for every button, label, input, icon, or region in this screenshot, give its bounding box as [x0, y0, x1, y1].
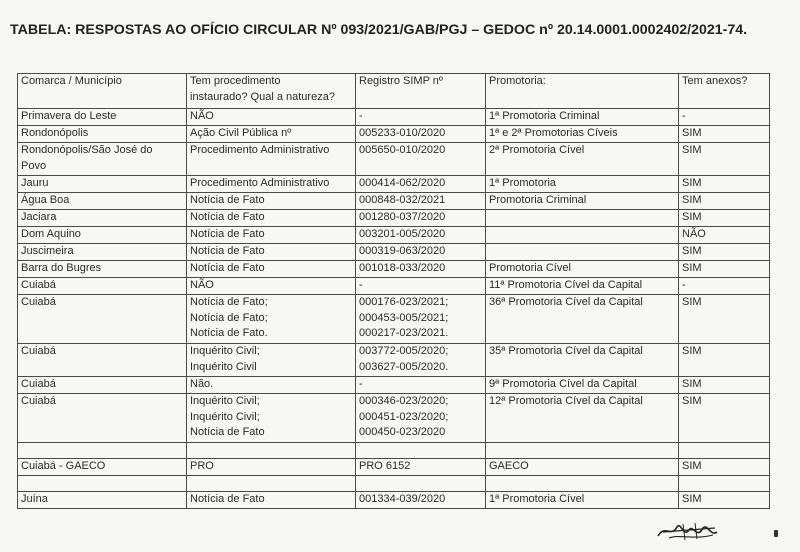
cell-registro-simp-line: 000451-023/2020;: [359, 410, 449, 423]
cell-procedimento-line: Notícia de Fato: [190, 211, 265, 223]
cell-promotoria-line: 12ª Promotoria Cível da Capital: [489, 395, 643, 407]
cell-comarca-line: Jauru: [21, 177, 49, 189]
cell-anexos: [679, 295, 770, 344]
cell-promotoria: [486, 476, 679, 492]
table-row: [18, 344, 770, 377]
cell-anexos-line: -: [682, 279, 686, 291]
cell-procedimento: [187, 126, 356, 143]
cell-procedimento-line: Notícia de Fato: [190, 194, 265, 206]
cell-comarca: [18, 394, 187, 443]
cell-procedimento: [187, 244, 356, 261]
cell-comarca: [18, 193, 187, 210]
table-row: [18, 261, 770, 278]
cell-registro-simp: [356, 295, 486, 344]
header-procedimento-line: Tem procedimento: [190, 75, 281, 87]
cell-procedimento-line: Inquérito Civil;: [190, 395, 260, 407]
cell-comarca: [18, 344, 187, 377]
cell-procedimento-line: Notícia de Fato;: [190, 296, 268, 308]
cell-anexos-line: SIM: [682, 460, 702, 472]
cell-procedimento: [187, 143, 356, 176]
cell-comarca: [18, 278, 187, 295]
table-row: [18, 278, 770, 295]
cell-registro-simp: [356, 261, 486, 278]
cell-anexos-line: SIM: [682, 296, 702, 308]
cell-promotoria-line: 1ª Promotoria: [489, 177, 557, 189]
cell-anexos: [679, 176, 770, 193]
cell-promotoria: [486, 459, 679, 476]
cell-comarca: [18, 227, 187, 244]
cell-registro-simp-line: 005233-010/2020: [359, 127, 446, 139]
cell-registro-simp: [356, 176, 486, 193]
cell-promotoria-line: 1ª Promotoria Criminal: [489, 110, 600, 122]
cell-anexos: [679, 492, 770, 509]
cell-registro-simp: [356, 394, 486, 443]
cell-comarca-line: Água Boa: [21, 194, 70, 206]
cell-comarca-line: Primavera do Leste: [21, 110, 117, 122]
cell-promotoria-line: Promotoria Cível: [489, 262, 571, 274]
cell-procedimento-line: NÃO: [190, 110, 214, 122]
cell-procedimento-line: NÃO: [190, 279, 214, 291]
cell-promotoria-line: 11ª Promotoria Cível da Capital: [489, 279, 643, 291]
cell-anexos-line: SIM: [682, 395, 702, 407]
cell-promotoria-line: 2ª Promotoria Cível: [489, 144, 585, 156]
cell-promotoria-line: 1ª Promotoria Cível: [489, 493, 585, 505]
cell-procedimento: [187, 476, 356, 492]
cell-comarca-line: Cuiabá: [21, 296, 56, 308]
cell-procedimento: [187, 443, 356, 459]
header-promotoria: [486, 74, 679, 109]
cell-registro-simp-line: 003627-005/2020.: [359, 360, 449, 373]
cell-registro-simp-line: -: [359, 378, 363, 390]
cell-promotoria: [486, 344, 679, 377]
cell-procedimento-line: Notícia de Fato.: [190, 327, 268, 339]
cell-comarca: [18, 109, 187, 126]
cell-comarca: [18, 210, 187, 227]
table-row: [18, 295, 770, 344]
cell-anexos-line: NÃO: [682, 228, 706, 240]
cell-comarca: [18, 261, 187, 278]
cell-anexos-line: SIM: [682, 262, 702, 274]
cell-anexos: [679, 443, 770, 459]
cell-promotoria-line: Promotoria Criminal: [489, 194, 587, 206]
cell-anexos-line: SIM: [682, 127, 702, 139]
table-row: [18, 193, 770, 210]
table-row: [18, 109, 770, 126]
table-row: [18, 394, 770, 443]
cell-registro-simp: [356, 227, 486, 244]
cell-promotoria-line: 1ª e 2ª Promotorias Cíveis: [489, 127, 618, 139]
cell-anexos-line: SIM: [682, 211, 702, 223]
table-row: [18, 443, 770, 459]
cell-registro-simp-line: 005650-010/2020: [359, 144, 446, 156]
table-header-row: [18, 74, 770, 109]
cell-comarca-line: Cuiabá: [21, 395, 56, 407]
cell-anexos: [679, 109, 770, 126]
cell-procedimento: [187, 227, 356, 244]
cell-anexos: [679, 377, 770, 394]
cell-comarca-line: Dom Aquino: [21, 228, 81, 240]
cell-procedimento-line: Procedimento Administrativo: [190, 144, 330, 156]
header-promotoria-line: Promotoria:: [489, 75, 546, 87]
cell-anexos: [679, 244, 770, 261]
cell-procedimento: [187, 459, 356, 476]
cell-promotoria-line: 9ª Promotoria Cível da Capital: [489, 378, 637, 390]
cell-comarca-line: Juscimeira: [21, 245, 74, 257]
margin-mark: [774, 530, 778, 537]
cell-procedimento-line: Inquérito Civil;: [190, 345, 260, 357]
cell-procedimento: [187, 261, 356, 278]
cell-registro-simp: [356, 278, 486, 295]
header-comarca: [18, 74, 187, 109]
table-row: [18, 492, 770, 509]
cell-anexos-line: -: [682, 110, 686, 122]
cell-procedimento: [187, 295, 356, 344]
header-procedimento-line: instaurado? Qual a natureza?: [190, 90, 335, 103]
cell-anexos-line: SIM: [682, 144, 702, 156]
cell-promotoria: [486, 492, 679, 509]
table-row: [18, 459, 770, 476]
header-anexos-line: Tem anexos?: [682, 75, 748, 87]
cell-procedimento-line: Notícia de Fato: [190, 262, 265, 274]
header-anexos: [679, 74, 770, 109]
cell-promotoria-line: 36ª Promotoria Cível da Capital: [489, 296, 643, 308]
cell-promotoria: [486, 261, 679, 278]
cell-procedimento: [187, 193, 356, 210]
cell-promotoria: [486, 176, 679, 193]
cell-comarca-line: Cuiabá: [21, 378, 56, 390]
cell-procedimento-line: Notícia de Fato: [190, 426, 265, 438]
cell-comarca: [18, 143, 187, 176]
cell-promotoria: [486, 394, 679, 443]
cell-comarca-line: Cuiabá: [21, 345, 56, 357]
cell-registro-simp-line: 003201-005/2020: [359, 228, 446, 240]
table-row: [18, 227, 770, 244]
cell-anexos-line: SIM: [682, 378, 702, 390]
header-registro-simp: [356, 74, 486, 109]
cell-anexos: [679, 476, 770, 492]
cell-comarca-line: Jaciara: [21, 211, 57, 223]
cell-comarca-line: Cuiabá - GAECO: [21, 460, 106, 472]
cell-procedimento: [187, 394, 356, 443]
table-row: [18, 244, 770, 261]
cell-procedimento-line: Notícia de Fato: [190, 228, 265, 240]
table-row: [18, 377, 770, 394]
cell-promotoria: [486, 210, 679, 227]
cell-registro-simp-line: 000848-032/2021: [359, 194, 446, 206]
cell-registro-simp: [356, 492, 486, 509]
cell-anexos: [679, 193, 770, 210]
cell-registro-simp: [356, 443, 486, 459]
cell-procedimento: [187, 210, 356, 227]
cell-registro-simp-line: 001018-033/2020: [359, 262, 446, 274]
responses-table: [17, 73, 770, 509]
cell-comarca: [18, 476, 187, 492]
cell-registro-simp: [356, 459, 486, 476]
cell-procedimento-line: PRO: [190, 460, 214, 472]
cell-comarca-line: Rondonópolis/São José do: [21, 144, 153, 156]
cell-comarca: [18, 295, 187, 344]
cell-registro-simp-line: 001334-039/2020: [359, 493, 446, 505]
table-row: [18, 143, 770, 176]
cell-promotoria: [486, 443, 679, 459]
cell-registro-simp: [356, 244, 486, 261]
cell-registro-simp-line: 000319-063/2020: [359, 245, 446, 257]
cell-promotoria: [486, 377, 679, 394]
cell-comarca-line: Povo: [21, 159, 47, 172]
cell-procedimento-line: Notícia de Fato: [190, 245, 265, 257]
cell-anexos-line: SIM: [682, 245, 702, 257]
cell-anexos: [679, 210, 770, 227]
cell-registro-simp-line: 001280-037/2020: [359, 211, 446, 223]
cell-promotoria: [486, 244, 679, 261]
cell-registro-simp: [356, 109, 486, 126]
cell-anexos: [679, 344, 770, 377]
cell-registro-simp-line: 000450-023/2020: [359, 426, 446, 438]
document-title: TABELA: RESPOSTAS AO OFÍCIO CIRCULAR Nº 093/2021/GAB/PGJ – GEDOC nº 20.14.0001.0002402/2021-74.: [10, 22, 748, 38]
cell-comarca: [18, 126, 187, 143]
cell-procedimento: [187, 278, 356, 295]
cell-registro-simp-line: 000453-005/2021;: [359, 311, 449, 324]
cell-registro-simp: [356, 344, 486, 377]
cell-registro-simp: [356, 143, 486, 176]
cell-registro-simp: [356, 476, 486, 492]
cell-anexos-line: SIM: [682, 194, 702, 206]
cell-procedimento: [187, 176, 356, 193]
cell-comarca-line: Juína: [21, 493, 48, 505]
table-row: [18, 176, 770, 193]
cell-procedimento: [187, 344, 356, 377]
cell-registro-simp: [356, 210, 486, 227]
cell-procedimento-line: Inquérito Civil: [190, 360, 257, 373]
cell-procedimento-line: Notícia de Fato: [190, 493, 265, 505]
cell-registro-simp: [356, 193, 486, 210]
cell-registro-simp-line: 000217-023/2021.: [359, 327, 449, 339]
cell-anexos-line: SIM: [682, 345, 702, 357]
cell-promotoria: [486, 126, 679, 143]
table-row: [18, 126, 770, 143]
cell-comarca-line: Cuiabá: [21, 279, 56, 291]
cell-registro-simp-line: 003772-005/2020;: [359, 345, 449, 357]
cell-registro-simp-line: -: [359, 279, 363, 291]
header-registro-simp-line: Registro SIMP nº: [359, 75, 443, 87]
cell-anexos: [679, 278, 770, 295]
cell-promotoria: [486, 227, 679, 244]
table-row: [18, 476, 770, 492]
cell-registro-simp-line: PRO 6152: [359, 460, 411, 472]
cell-anexos: [679, 143, 770, 176]
cell-procedimento: [187, 109, 356, 126]
cell-comarca: [18, 377, 187, 394]
cell-comarca: [18, 492, 187, 509]
cell-procedimento-line: Inquérito Civil;: [190, 410, 260, 423]
cell-comarca-line: Barra do Bugres: [21, 262, 102, 274]
cell-registro-simp: [356, 377, 486, 394]
cell-registro-simp-line: 000346-023/2020;: [359, 395, 449, 407]
cell-procedimento: [187, 492, 356, 509]
cell-anexos: [679, 394, 770, 443]
cell-anexos-line: SIM: [682, 177, 702, 189]
cell-procedimento: [187, 377, 356, 394]
cell-anexos: [679, 126, 770, 143]
cell-promotoria: [486, 109, 679, 126]
cell-procedimento-line: Não.: [190, 378, 214, 390]
cell-comarca: [18, 459, 187, 476]
cell-promotoria: [486, 143, 679, 176]
cell-anexos: [679, 459, 770, 476]
cell-procedimento-line: Procedimento Administrativo: [190, 177, 330, 189]
cell-comarca: [18, 443, 187, 459]
cell-registro-simp: [356, 126, 486, 143]
cell-comarca: [18, 244, 187, 261]
header-comarca-line: Comarca / Município: [21, 75, 122, 87]
header-procedimento: [187, 74, 356, 109]
cell-promotoria: [486, 295, 679, 344]
cell-comarca: [18, 176, 187, 193]
cell-procedimento-line: Notícia de Fato;: [190, 311, 268, 324]
cell-procedimento-line: Ação Civil Pública nº: [190, 127, 292, 139]
cell-promotoria: [486, 278, 679, 295]
cell-registro-simp-line: -: [359, 110, 363, 122]
cell-anexos: [679, 227, 770, 244]
cell-comarca-line: Rondonópolis: [21, 127, 89, 139]
cell-anexos-line: SIM: [682, 493, 702, 505]
cell-anexos: [679, 261, 770, 278]
cell-promotoria-line: GAECO: [489, 460, 529, 472]
cell-promotoria-line: 35ª Promotoria Cível da Capital: [489, 345, 643, 357]
cell-registro-simp-line: 000414-062/2020: [359, 177, 446, 189]
table-row: [18, 210, 770, 227]
handwritten-signature-icon: [655, 518, 725, 544]
cell-registro-simp-line: 000176-023/2021;: [359, 296, 449, 308]
cell-promotoria: [486, 193, 679, 210]
